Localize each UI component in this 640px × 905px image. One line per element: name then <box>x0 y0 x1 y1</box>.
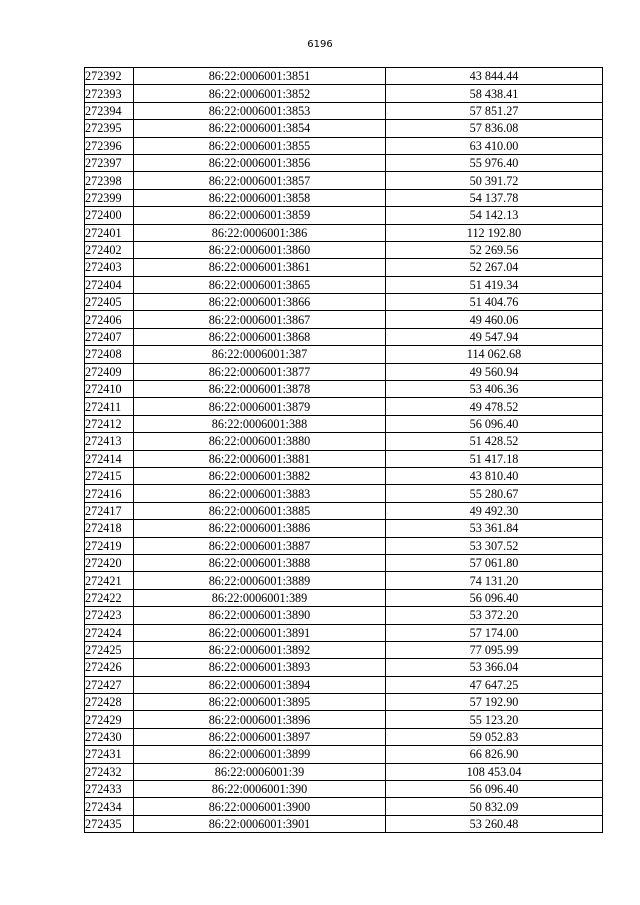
cadastral-value-cell: 77 095.99 <box>386 641 603 658</box>
table-row <box>85 798 603 815</box>
cadastral-value-cell: 43 844.44 <box>386 68 603 85</box>
cadastral-number-cell: 86:22:0006001:3859 <box>134 207 386 224</box>
row-number-cell: 272429 <box>85 711 134 728</box>
row-number-cell: 272407 <box>85 328 134 345</box>
table-row <box>85 120 603 137</box>
cadastral-value-cell: 56 096.40 <box>386 415 603 432</box>
cadastral-value-cell: 49 460.06 <box>386 311 603 328</box>
row-number-cell: 272394 <box>85 102 134 119</box>
table-row <box>85 485 603 502</box>
row-number-cell: 272419 <box>85 537 134 554</box>
cadastral-number-cell: 86:22:0006001:3886 <box>134 520 386 537</box>
cadastral-number-cell: 86:22:0006001:387 <box>134 346 386 363</box>
row-number-cell: 272396 <box>85 137 134 154</box>
cadastral-value-cell: 47 647.25 <box>386 676 603 693</box>
table-row <box>85 624 603 641</box>
row-number-cell: 272416 <box>85 485 134 502</box>
table-row <box>85 363 603 380</box>
cadastral-value-cell: 50 391.72 <box>386 172 603 189</box>
row-number-cell: 272425 <box>85 641 134 658</box>
row-number-cell: 272397 <box>85 154 134 171</box>
row-number-cell: 272424 <box>85 624 134 641</box>
table-row <box>85 763 603 780</box>
cadastral-value-cell: 51 428.52 <box>386 433 603 450</box>
cadastral-value-cell: 43 810.40 <box>386 467 603 484</box>
page-number: 6196 <box>307 39 333 50</box>
row-number-cell: 272406 <box>85 311 134 328</box>
row-number-cell: 272408 <box>85 346 134 363</box>
table-row <box>85 433 603 450</box>
cadastral-number-cell: 86:22:0006001:3885 <box>134 502 386 519</box>
row-number-cell: 272428 <box>85 694 134 711</box>
cadastral-value-cell: 55 976.40 <box>386 154 603 171</box>
cadastral-number-cell: 86:22:0006001:386 <box>134 224 386 241</box>
table-row <box>85 207 603 224</box>
table-row <box>85 607 603 624</box>
row-number-cell: 272422 <box>85 589 134 606</box>
row-number-cell: 272413 <box>85 433 134 450</box>
row-number-cell: 272427 <box>85 676 134 693</box>
cadastral-number-cell: 86:22:0006001:3868 <box>134 328 386 345</box>
cadastral-number-cell: 86:22:0006001:3897 <box>134 728 386 745</box>
table-body <box>85 68 603 833</box>
table-row <box>85 172 603 189</box>
table-row <box>85 728 603 745</box>
table-row <box>85 189 603 206</box>
table-row <box>85 537 603 554</box>
row-number-cell: 272417 <box>85 502 134 519</box>
table-row <box>85 346 603 363</box>
cadastral-value-cell: 53 361.84 <box>386 520 603 537</box>
cadastral-value-cell: 53 372.20 <box>386 607 603 624</box>
cadastral-number-cell: 86:22:0006001:3860 <box>134 241 386 258</box>
cadastral-number-cell: 86:22:0006001:3881 <box>134 450 386 467</box>
row-number-cell: 272432 <box>85 763 134 780</box>
table-row <box>85 137 603 154</box>
cadastral-value-cell: 66 826.90 <box>386 746 603 763</box>
row-number-cell: 272423 <box>85 607 134 624</box>
cadastral-number-cell: 86:22:0006001:3856 <box>134 154 386 171</box>
cadastral-value-cell: 49 492.30 <box>386 502 603 519</box>
cadastral-number-cell: 86:22:0006001:3878 <box>134 381 386 398</box>
cadastral-number-cell: 86:22:0006001:3900 <box>134 798 386 815</box>
cadastral-number-cell: 86:22:0006001:3888 <box>134 554 386 571</box>
cadastral-number-cell: 86:22:0006001:3880 <box>134 433 386 450</box>
cadastral-number-cell: 86:22:0006001:3861 <box>134 259 386 276</box>
cadastral-value-table <box>84 67 603 833</box>
table-row <box>85 259 603 276</box>
table-row <box>85 154 603 171</box>
cadastral-number-cell: 86:22:0006001:3889 <box>134 572 386 589</box>
table-row <box>85 554 603 571</box>
cadastral-value-cell: 112 192.80 <box>386 224 603 241</box>
cadastral-number-cell: 86:22:0006001:3882 <box>134 467 386 484</box>
row-number-cell: 272398 <box>85 172 134 189</box>
row-number-cell: 272420 <box>85 554 134 571</box>
table-row <box>85 589 603 606</box>
table-row <box>85 502 603 519</box>
table-row <box>85 276 603 293</box>
table-row <box>85 398 603 415</box>
table-row <box>85 815 603 832</box>
cadastral-number-cell: 86:22:0006001:3879 <box>134 398 386 415</box>
cadastral-number-cell: 86:22:0006001:3858 <box>134 189 386 206</box>
row-number-cell: 272400 <box>85 207 134 224</box>
cadastral-number-cell: 86:22:0006001:3901 <box>134 815 386 832</box>
cadastral-number-cell: 86:22:0006001:3893 <box>134 659 386 676</box>
cadastral-value-cell: 51 417.18 <box>386 450 603 467</box>
cadastral-value-cell: 63 410.00 <box>386 137 603 154</box>
cadastral-value-cell: 58 438.41 <box>386 85 603 102</box>
row-number-cell: 272435 <box>85 815 134 832</box>
cadastral-number-cell: 86:22:0006001:3857 <box>134 172 386 189</box>
table-row <box>85 68 603 85</box>
cadastral-value-cell: 51 404.76 <box>386 294 603 311</box>
cadastral-value-cell: 49 560.94 <box>386 363 603 380</box>
row-number-cell: 272421 <box>85 572 134 589</box>
cadastral-value-cell: 114 062.68 <box>386 346 603 363</box>
row-number-cell: 272415 <box>85 467 134 484</box>
cadastral-number-cell: 86:22:0006001:3854 <box>134 120 386 137</box>
table-row <box>85 224 603 241</box>
cadastral-number-cell: 86:22:0006001:3867 <box>134 311 386 328</box>
table-row <box>85 572 603 589</box>
table-row <box>85 450 603 467</box>
table-row <box>85 415 603 432</box>
cadastral-value-cell: 74 131.20 <box>386 572 603 589</box>
cadastral-value-cell: 56 096.40 <box>386 781 603 798</box>
cadastral-number-cell: 86:22:0006001:3895 <box>134 694 386 711</box>
cadastral-number-cell: 86:22:0006001:3865 <box>134 276 386 293</box>
table-row <box>85 85 603 102</box>
table-row <box>85 328 603 345</box>
cadastral-value-cell: 53 366.04 <box>386 659 603 676</box>
cadastral-value-cell: 53 406.36 <box>386 381 603 398</box>
cadastral-value-cell: 52 269.56 <box>386 241 603 258</box>
row-number-cell: 272401 <box>85 224 134 241</box>
cadastral-number-cell: 86:22:0006001:3892 <box>134 641 386 658</box>
cadastral-value-cell: 49 478.52 <box>386 398 603 415</box>
cadastral-number-cell: 86:22:0006001:3894 <box>134 676 386 693</box>
cadastral-number-cell: 86:22:0006001:3891 <box>134 624 386 641</box>
table-row <box>85 311 603 328</box>
cadastral-number-cell: 86:22:0006001:3896 <box>134 711 386 728</box>
table-row <box>85 241 603 258</box>
row-number-cell: 272399 <box>85 189 134 206</box>
cadastral-number-cell: 86:22:0006001:3890 <box>134 607 386 624</box>
table-row <box>85 659 603 676</box>
cadastral-number-cell: 86:22:0006001:3883 <box>134 485 386 502</box>
cadastral-number-cell: 86:22:0006001:39 <box>134 763 386 780</box>
cadastral-value-cell: 57 174.00 <box>386 624 603 641</box>
cadastral-value-cell: 54 137.78 <box>386 189 603 206</box>
cadastral-number-cell: 86:22:0006001:3887 <box>134 537 386 554</box>
cadastral-value-cell: 54 142.13 <box>386 207 603 224</box>
table-row <box>85 641 603 658</box>
row-number-cell: 272393 <box>85 85 134 102</box>
table-row <box>85 102 603 119</box>
cadastral-number-cell: 86:22:0006001:389 <box>134 589 386 606</box>
cadastral-value-cell: 52 267.04 <box>386 259 603 276</box>
row-number-cell: 272412 <box>85 415 134 432</box>
cadastral-value-cell: 56 096.40 <box>386 589 603 606</box>
row-number-cell: 272410 <box>85 381 134 398</box>
table-row <box>85 520 603 537</box>
cadastral-number-cell: 86:22:0006001:3851 <box>134 68 386 85</box>
table-row <box>85 676 603 693</box>
row-number-cell: 272433 <box>85 781 134 798</box>
cadastral-number-cell: 86:22:0006001:388 <box>134 415 386 432</box>
table-row <box>85 381 603 398</box>
row-number-cell: 272405 <box>85 294 134 311</box>
cadastral-value-cell: 57 851.27 <box>386 102 603 119</box>
table-row <box>85 781 603 798</box>
cadastral-value-cell: 57 061.80 <box>386 554 603 571</box>
row-number-cell: 272430 <box>85 728 134 745</box>
cadastral-value-cell: 55 123.20 <box>386 711 603 728</box>
cadastral-value-cell: 51 419.34 <box>386 276 603 293</box>
row-number-cell: 272392 <box>85 68 134 85</box>
cadastral-value-cell: 53 260.48 <box>386 815 603 832</box>
cadastral-value-cell: 57 192.90 <box>386 694 603 711</box>
row-number-cell: 272418 <box>85 520 134 537</box>
row-number-cell: 272411 <box>85 398 134 415</box>
row-number-cell: 272409 <box>85 363 134 380</box>
cadastral-number-cell: 86:22:0006001:390 <box>134 781 386 798</box>
cadastral-number-cell: 86:22:0006001:3866 <box>134 294 386 311</box>
cadastral-number-cell: 86:22:0006001:3853 <box>134 102 386 119</box>
row-number-cell: 272404 <box>85 276 134 293</box>
cadastral-number-cell: 86:22:0006001:3877 <box>134 363 386 380</box>
table-row <box>85 746 603 763</box>
cadastral-value-cell: 59 052.83 <box>386 728 603 745</box>
table-row <box>85 467 603 484</box>
cadastral-value-cell: 50 832.09 <box>386 798 603 815</box>
cadastral-value-cell: 53 307.52 <box>386 537 603 554</box>
cadastral-value-cell: 55 280.67 <box>386 485 603 502</box>
row-number-cell: 272403 <box>85 259 134 276</box>
table-row <box>85 711 603 728</box>
cadastral-value-cell: 57 836.08 <box>386 120 603 137</box>
cadastral-value-cell: 49 547.94 <box>386 328 603 345</box>
cadastral-number-cell: 86:22:0006001:3855 <box>134 137 386 154</box>
cadastral-number-cell: 86:22:0006001:3852 <box>134 85 386 102</box>
row-number-cell: 272414 <box>85 450 134 467</box>
row-number-cell: 272395 <box>85 120 134 137</box>
row-number-cell: 272426 <box>85 659 134 676</box>
row-number-cell: 272434 <box>85 798 134 815</box>
table-row <box>85 694 603 711</box>
cadastral-number-cell: 86:22:0006001:3899 <box>134 746 386 763</box>
row-number-cell: 272431 <box>85 746 134 763</box>
cadastral-value-cell: 108 453.04 <box>386 763 603 780</box>
table-row <box>85 294 603 311</box>
row-number-cell: 272402 <box>85 241 134 258</box>
